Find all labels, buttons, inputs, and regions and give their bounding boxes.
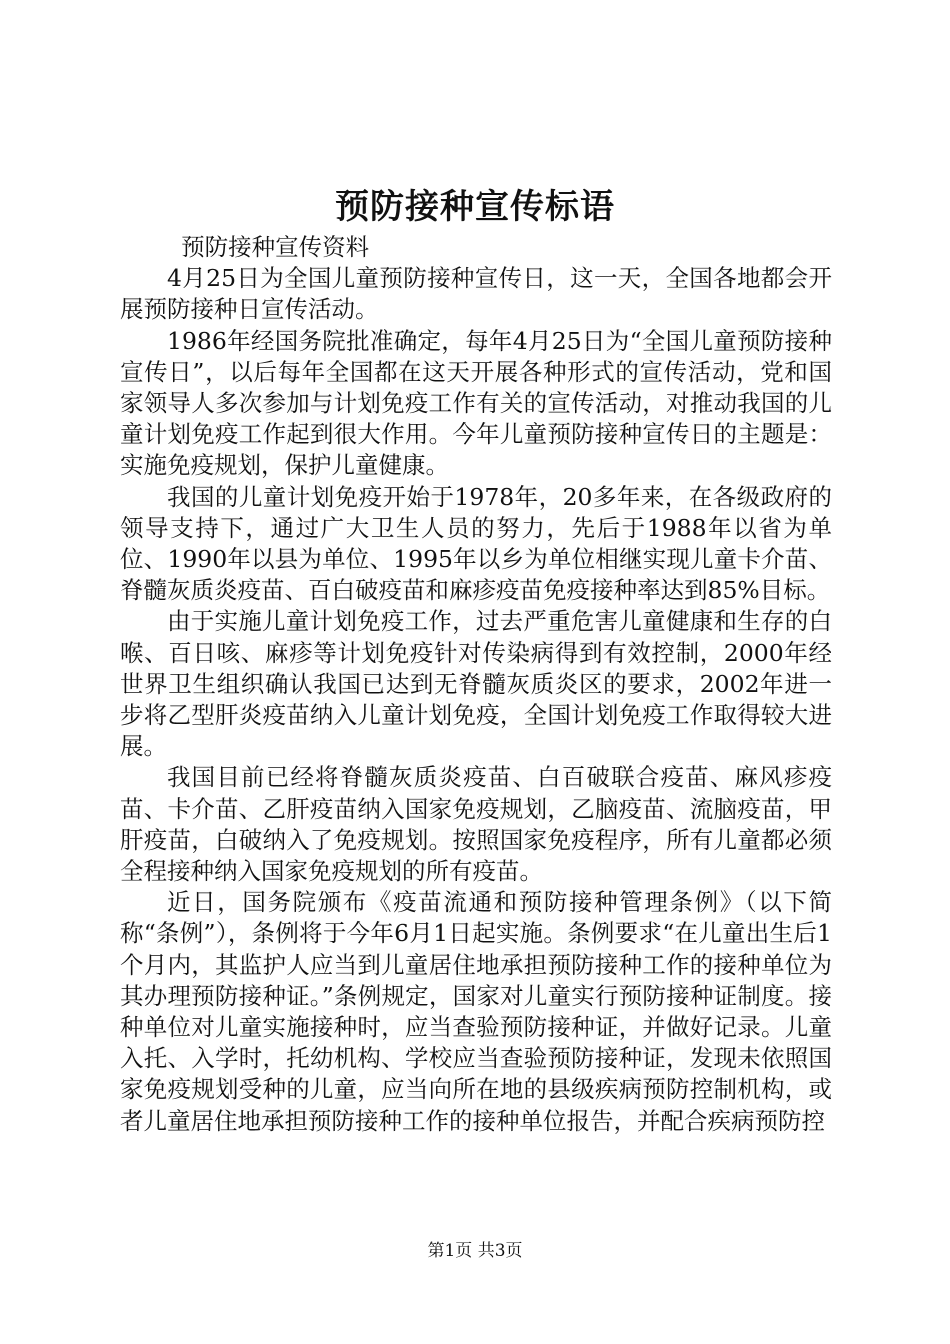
page-footer: 第1页 共3页	[427, 1241, 523, 1261]
document-title: 预防接种宣传标语	[335, 187, 615, 227]
paragraph: 我国目前已经将脊髓灰质炎疫苗、白百破联合疫苗、麻风疹疫苗、卡介苗、乙肝疫苗纳入国家免疫规划，乙脑疫苗、流脑疫苗，甲肝疫苗，白破纳入了免疫规划。按照国家免疫程序，所有儿童都必须全程接种纳入国家免疫规划的所有疫苗。	[120, 763, 832, 886]
paragraph: 近日，国务院颁布《疫苗流通和预防接种管理条例》（以下简称“条例”），条例将于今年6月1日起实施。条例要求“在儿童出生后1个月内，其监护人应当到儿童居住地承担预防接种工作的接种单位为其办理预防接种证。”条例规定，国家对儿童实行预防接种证制度。接种单位对儿童实施接种时，应当查验预防接种证，并做好记录。儿童入托、入学时，托幼机构、学校应当查验预防接种证，发现未依照国家免疫规划受种的儿童，应当向所在地的县级疾病预防控制机构，或者儿童居住地承担预防接种工作的接种单位报告，并配合疾病预防控	[120, 888, 832, 1135]
document-body	[120, 232, 832, 1137]
paragraph-subtitle: 预防接种宣传资料	[181, 233, 370, 261]
paragraph: 4月25日为全国儿童预防接种宣传日，这一天，全国各地都会开展预防接种日宣传活动。	[120, 264, 832, 324]
paragraph: 由于实施儿童计划免疫工作，过去严重危害儿童健康和生存的白喉、百日咳、麻疹等计划免疫针对传染病得到有效控制，2000年经世界卫生组织确认我国已达到无脊髓灰质炎区的要求，2002年进一步将乙型肝炎疫苗纳入儿童计划免疫，全国计划免疫工作取得较大进展。	[120, 607, 832, 761]
paragraph: 我国的儿童计划免疫开始于1978年，20多年来，在各级政府的领导支持下，通过广大卫生人员的努力，先后于1988年以省为单位、1990年以县为单位、1995年以乡为单位相继实现儿童卡介苗、脊髓灰质炎疫苗、百白破疫苗和麻疹疫苗免疫接种率达到85%目标。	[120, 482, 832, 605]
paragraph: 1986年经国务院批准确定，每年4月25日为“全国儿童预防接种宣传日”，以后每年全国都在这天开展各种形式的宣传活动，党和国家领导人多次参加与计划免疫工作有关的宣传活动，对推动我国的儿童计划免疫工作起到很大作用。今年儿童预防接种宣传日的主题是：实施免疫规划，保护儿童健康。	[120, 326, 832, 480]
